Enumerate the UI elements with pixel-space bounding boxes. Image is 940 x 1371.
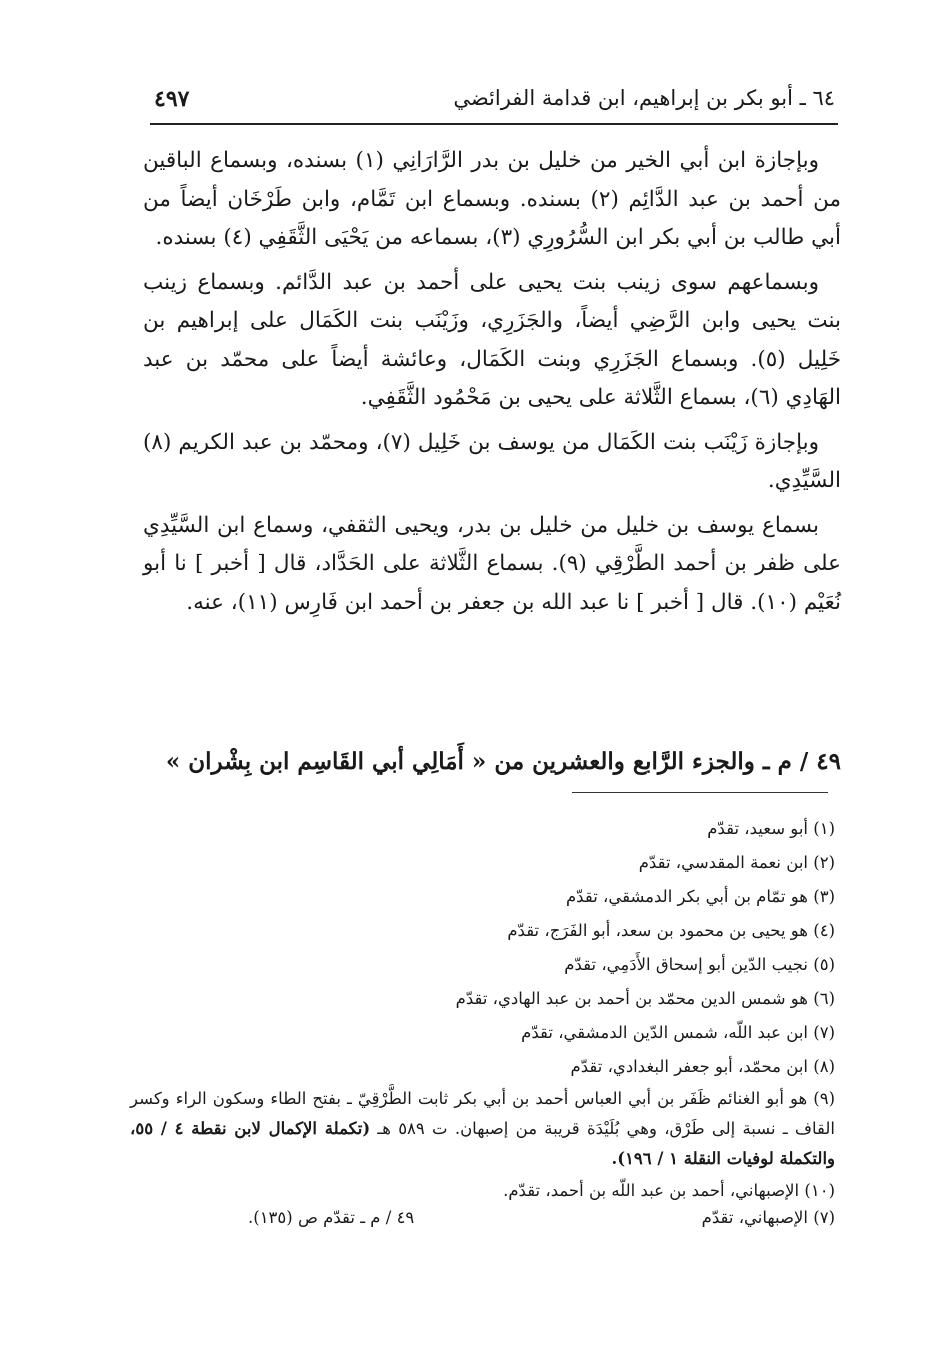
paragraph-2: وبسماعهم سوى زينب بنت يحيى على أحمد بن عبد الدَّائم. وبسماع زينب بنت يحيى وابن الرَّضِي أيضاً، والجَزَرِي، وزَيْنَب بنت الكَمَال على إبراهيم بن خَلِيل (٥). وبسماع الجَزَرِي وبنت الكَمَال، وعائشة أيضاً على محمّد بن عبد الهَادِي (٦)، بسماع الثَّلاثة على يحيى بن مَحْمُود الثَّقَفِي. — [143, 269, 841, 410]
footnote-8: (٨) ابن محمّد، أبو جعفر البغدادي، تقدّم — [570, 1057, 835, 1076]
footnote-10: (١٠) الإصبهاني، أحمد بن عبد اللّه بن أحمد، تقدّم. — [503, 1181, 835, 1200]
footnote-9 — [130, 1084, 835, 1174]
running-title: ٦٤ ـ أبو بكر بن إبراهيم، ابن قدامة الفرائضي — [453, 86, 835, 110]
footnote-last-row — [130, 1208, 835, 1242]
footnote-7: (٧) ابن عبد اللّه، شمس الدّين الدمشقي، تقدّم — [521, 1023, 835, 1042]
main-text — [143, 142, 841, 622]
running-header — [150, 86, 835, 120]
footnote-1: (١) أبو سعيد، تقدّم — [707, 819, 835, 838]
footnote-4: (٤) هو يحيى بن محمود بن سعد، أبو الفَرَج، تقدّم — [507, 921, 835, 940]
footnote-6: (٦) هو شمس الدين محمّد بن أحمد بن عبد الهادي، تقدّم — [455, 989, 835, 1008]
paragraph-1: وبإجازة ابن أبي الخير من خليل بن بدر الرَّارَانِي (١) بسنده، وبسماع الباقين من أحمد بن عبد الدَّائِم (٢) بسنده. وبسماع ابن تَمَّام، وابن طَرْخَان أيضاً من أبي طالب بن أبي بكر ابن السُّرُورِي (٣)، بسماعه من يَحْيَى الثَّقَفِي (٤) بسنده. — [143, 148, 841, 250]
paragraph-4: بسماع يوسف بن خليل من خليل بن بدر، ويحيى الثقفي، وسماع ابن السَّيِّدِي على ظفر بن أحمد الطَّرْقِي (٩). بسماع الثَّلاثة على الحَدَّاد، قال [ أخبر ] نا أبو نُعَيْم (١٠). قال [ أخبر ] نا عبد الله بن جعفر بن أحمد ابن فَارِس (١١)، عنه. — [143, 512, 841, 615]
footnote-3: (٣) هو تمّام بن أبي بكر الدمشقي، تقدّم — [565, 887, 835, 906]
cross-reference: ٤٩ / م ـ تقدّم ص (١٣٥). — [248, 1208, 415, 1227]
footnote-2: (٢) ابن نعمة المقدسي، تقدّم — [638, 853, 835, 872]
page-number: ٤٩٧ — [154, 86, 190, 112]
paragraph-3: وبإجازة زَيْنَب بنت الكَمَال من يوسف بن خَلِيل (٧)، ومحمّد بن عبد الكريم (٨) السَّيِّدِي. — [143, 429, 841, 493]
footnote-9-source: (تكملة الإكمال لابن نقطة ٤ / ٥٥، والتكملة لوفيات النقلة ١ / ١٩٦). — [130, 1119, 835, 1168]
footnotes — [130, 812, 835, 1242]
footnote-11: (٧) الإصبهاني، تقدّم — [701, 1208, 835, 1227]
footnote-9-text: (٩) هو أبو الغنائم ظَفَر بن أبي العباس أحمد بن أبي بكر ثابت الطَّرْقِيّ ـ بفتح الطاء وسكون الراء وكسر القاف ـ نسبة إلى طَرْق، وهي بُلَيْدَة قريبة من إصبهان. ت ٥٨٩ هـ — [130, 1089, 836, 1138]
footnote-rule — [572, 792, 828, 793]
section-heading: ٤٩ / م ـ والجزء الرَّابع والعشرين من « أَمَالِي أبي القَاسِم ابن بِشْران » — [165, 748, 841, 775]
footnote-5: (٥) نجيب الدّين أبو إسحاق الأَدَمِي، تقدّم — [564, 955, 835, 974]
header-rule — [150, 123, 838, 125]
